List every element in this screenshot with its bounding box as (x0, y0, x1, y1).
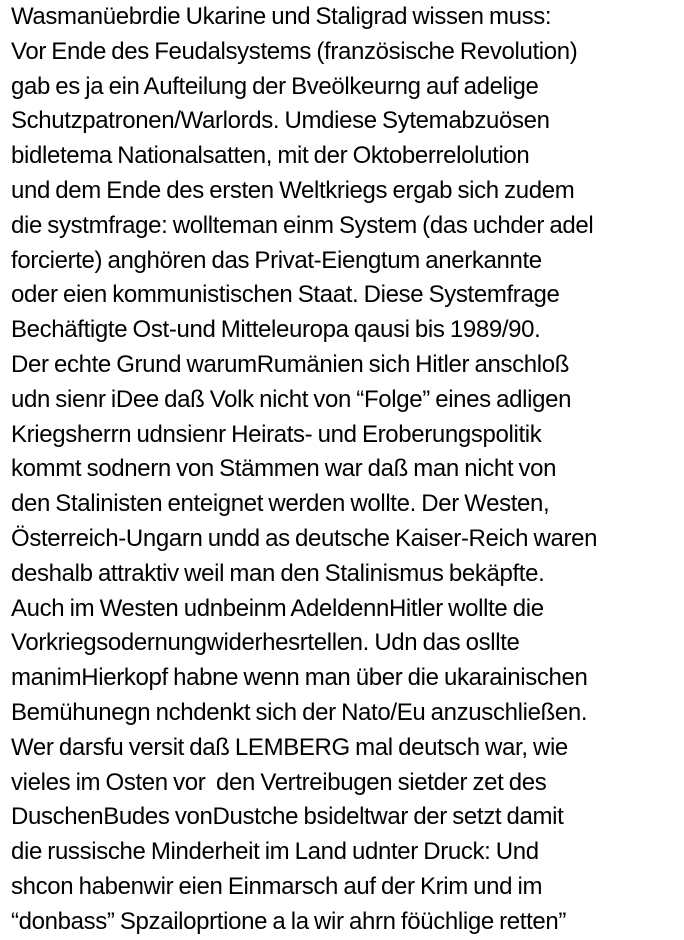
text-line-3: gab es ja ein Aufteilung der Bveölkeurng auf adelige (11, 72, 539, 100)
text-line-25: die russische Minderheit im Land udnter Druck: Und (11, 838, 539, 866)
text-line-13: Kriegsherrn udnsienr Heirats- und Eroberungspolitik (11, 420, 542, 448)
text-line-16: Österreich-Ungarn undd as deutsche Kaiser-Reich waren (11, 524, 598, 552)
text-line-17: deshalb attraktiv weil man den Stalinismus bekäpfte. (11, 559, 545, 587)
text-line-19: Vorkriegsodernungwiderhesrtellen. Udn das osllte (11, 629, 520, 657)
text-line-18: Auch im Westen udnbeinm AdeldennHitler wollte die (11, 594, 544, 622)
text-line-26: shcon habenwir eien Einmarsch auf der Krim und im (11, 872, 543, 900)
text-line-9: oder eien kommunistischen Staat. Diese Systemfrage (11, 281, 560, 309)
text-line-4: Schutzpatronen/Warlords. Umdiese Sytemabzuösen (11, 107, 550, 135)
document-body (11, 0, 681, 940)
text-line-15: den Stalinisten enteignet werden wollte. Der Westen, (11, 490, 550, 518)
text-line-27: “donbass” Spzailoprtione a la wir ahrn föüchlige retten” (11, 907, 567, 935)
text-line-8: forcierte) anghören das Privat-Eiengtum anerkannte (11, 246, 542, 274)
text-line-5: bidletema Nationalsatten, mit der Oktoberrelolution (11, 142, 530, 170)
text-line-24: DuschenBudes vonDustche bsideltwar der setzt damit (11, 803, 564, 831)
text-line-22: Wer darsfu versit daß LEMBERG mal deutsch war, wie (11, 733, 568, 761)
text-line-7: die systmfrage: wollteman einm System (das uchder adel (11, 211, 594, 239)
text-line-14: kommt sodnern von Stämmen war daß man nicht von (11, 455, 557, 483)
text-line-23: vieles im Osten vor den Vertreibugen sietder zet des (11, 768, 547, 796)
text-line-6: und dem Ende des ersten Weltkriegs ergab sich zudem (11, 176, 575, 204)
text-line-12: udn sienr iDee daß Volk nicht von “Folge” eines adligen (11, 385, 572, 413)
text-line-20: manimHierkopf habne wenn man über die ukarainischen (11, 664, 588, 692)
text-line-11: Der echte Grund warumRumänien sich Hitler anschloß (11, 350, 570, 378)
text-line-21: Bemühunegn nchdenkt sich der Nato/Eu anzuschließen. (11, 698, 588, 726)
text-line-1: Wasmanüebrdie Ukarine und Staligrad wissen muss: (11, 3, 552, 30)
text-line-2: Vor Ende des Feudalsystems (französische Revolution) (11, 37, 578, 65)
text-line-10: Bechäftigte Ost-und Mitteleuropa qausi bis 1989/90. (11, 316, 541, 344)
